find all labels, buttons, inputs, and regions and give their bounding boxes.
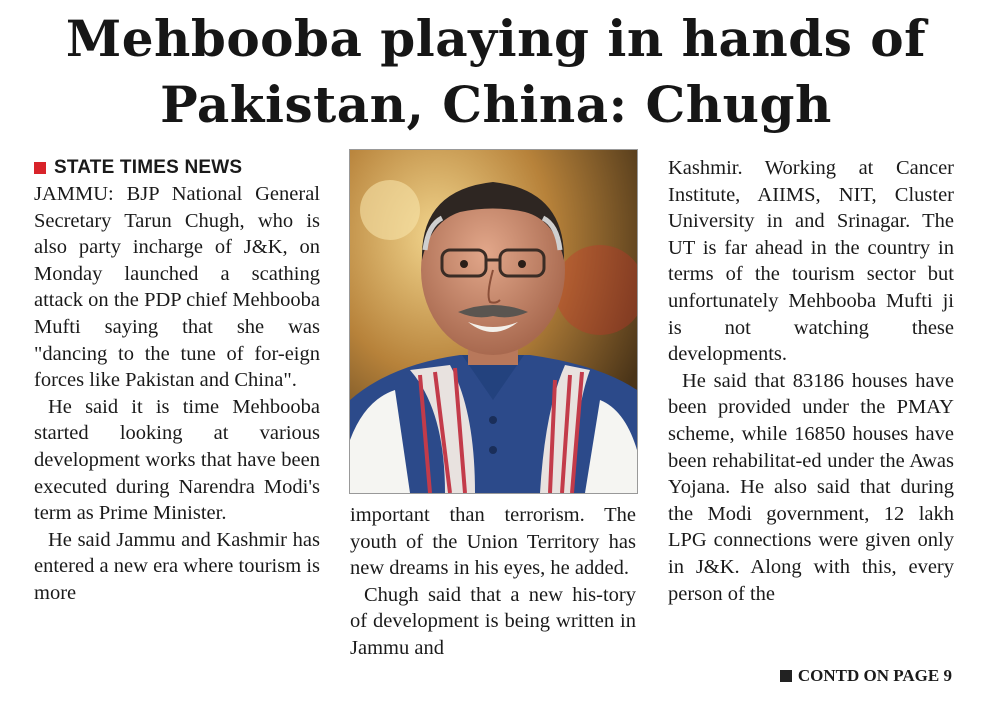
article-column-1 — [34, 155, 320, 607]
headline — [10, 6, 982, 138]
paragraph: Chugh said that a new his-tory of development is being written in Jammu and — [350, 583, 636, 659]
continuation-text: CONTD ON PAGE 9 — [797, 666, 952, 685]
paragraph: important than terrorism. The youth of the Union Territory has new dreams in his eyes, he added. — [350, 504, 636, 580]
red-square-icon — [34, 162, 46, 174]
black-square-icon — [780, 670, 792, 682]
article-column-2 — [350, 502, 636, 662]
portrait-photo — [349, 149, 638, 494]
article-column-3 — [668, 155, 954, 607]
byline-text: STATE TIMES NEWS — [54, 157, 243, 178]
paragraph: JAMMU: BJP National General Secretary Tarun Chugh, who is also party incharge of J&K, on Monday launched a scathing attack on the PDP chief Mehbooba Mufti saying that she was "dancing to the tune of for-eign forces like Pakistan and China". — [34, 183, 320, 392]
paragraph: He said it is time Mehbooba started looking at various development works that have been executed during Narendra Modi's term as Prime Minister. — [34, 395, 320, 525]
paragraph: He said that 83186 houses have been provided under the PMAY scheme, while 16850 houses have been rehabilitat-ed under the Awas Yojana. He also said that during the Modi government, 12 lakh LPG connections were given only in J&K. Along with this, every person of the — [668, 369, 954, 605]
paragraph: He said Jammu and Kashmir has entered a new era where tourism is more — [34, 528, 320, 604]
headline-line-2: Pakistan, China: Chugh — [160, 75, 832, 134]
continuation-note — [780, 665, 952, 687]
byline — [34, 155, 320, 181]
paragraph: Kashmir. Working at Cancer Institute, AIIMS, NIT, Cluster University in and Srinagar. The UT is far ahead in the country in terms of the tourism sector but unfortunately Mehbooba Mufti ji is not watching these developments. — [668, 157, 954, 366]
headline-line-1: Mehbooba playing in hands of — [65, 9, 927, 68]
portrait-illustration — [350, 150, 637, 493]
